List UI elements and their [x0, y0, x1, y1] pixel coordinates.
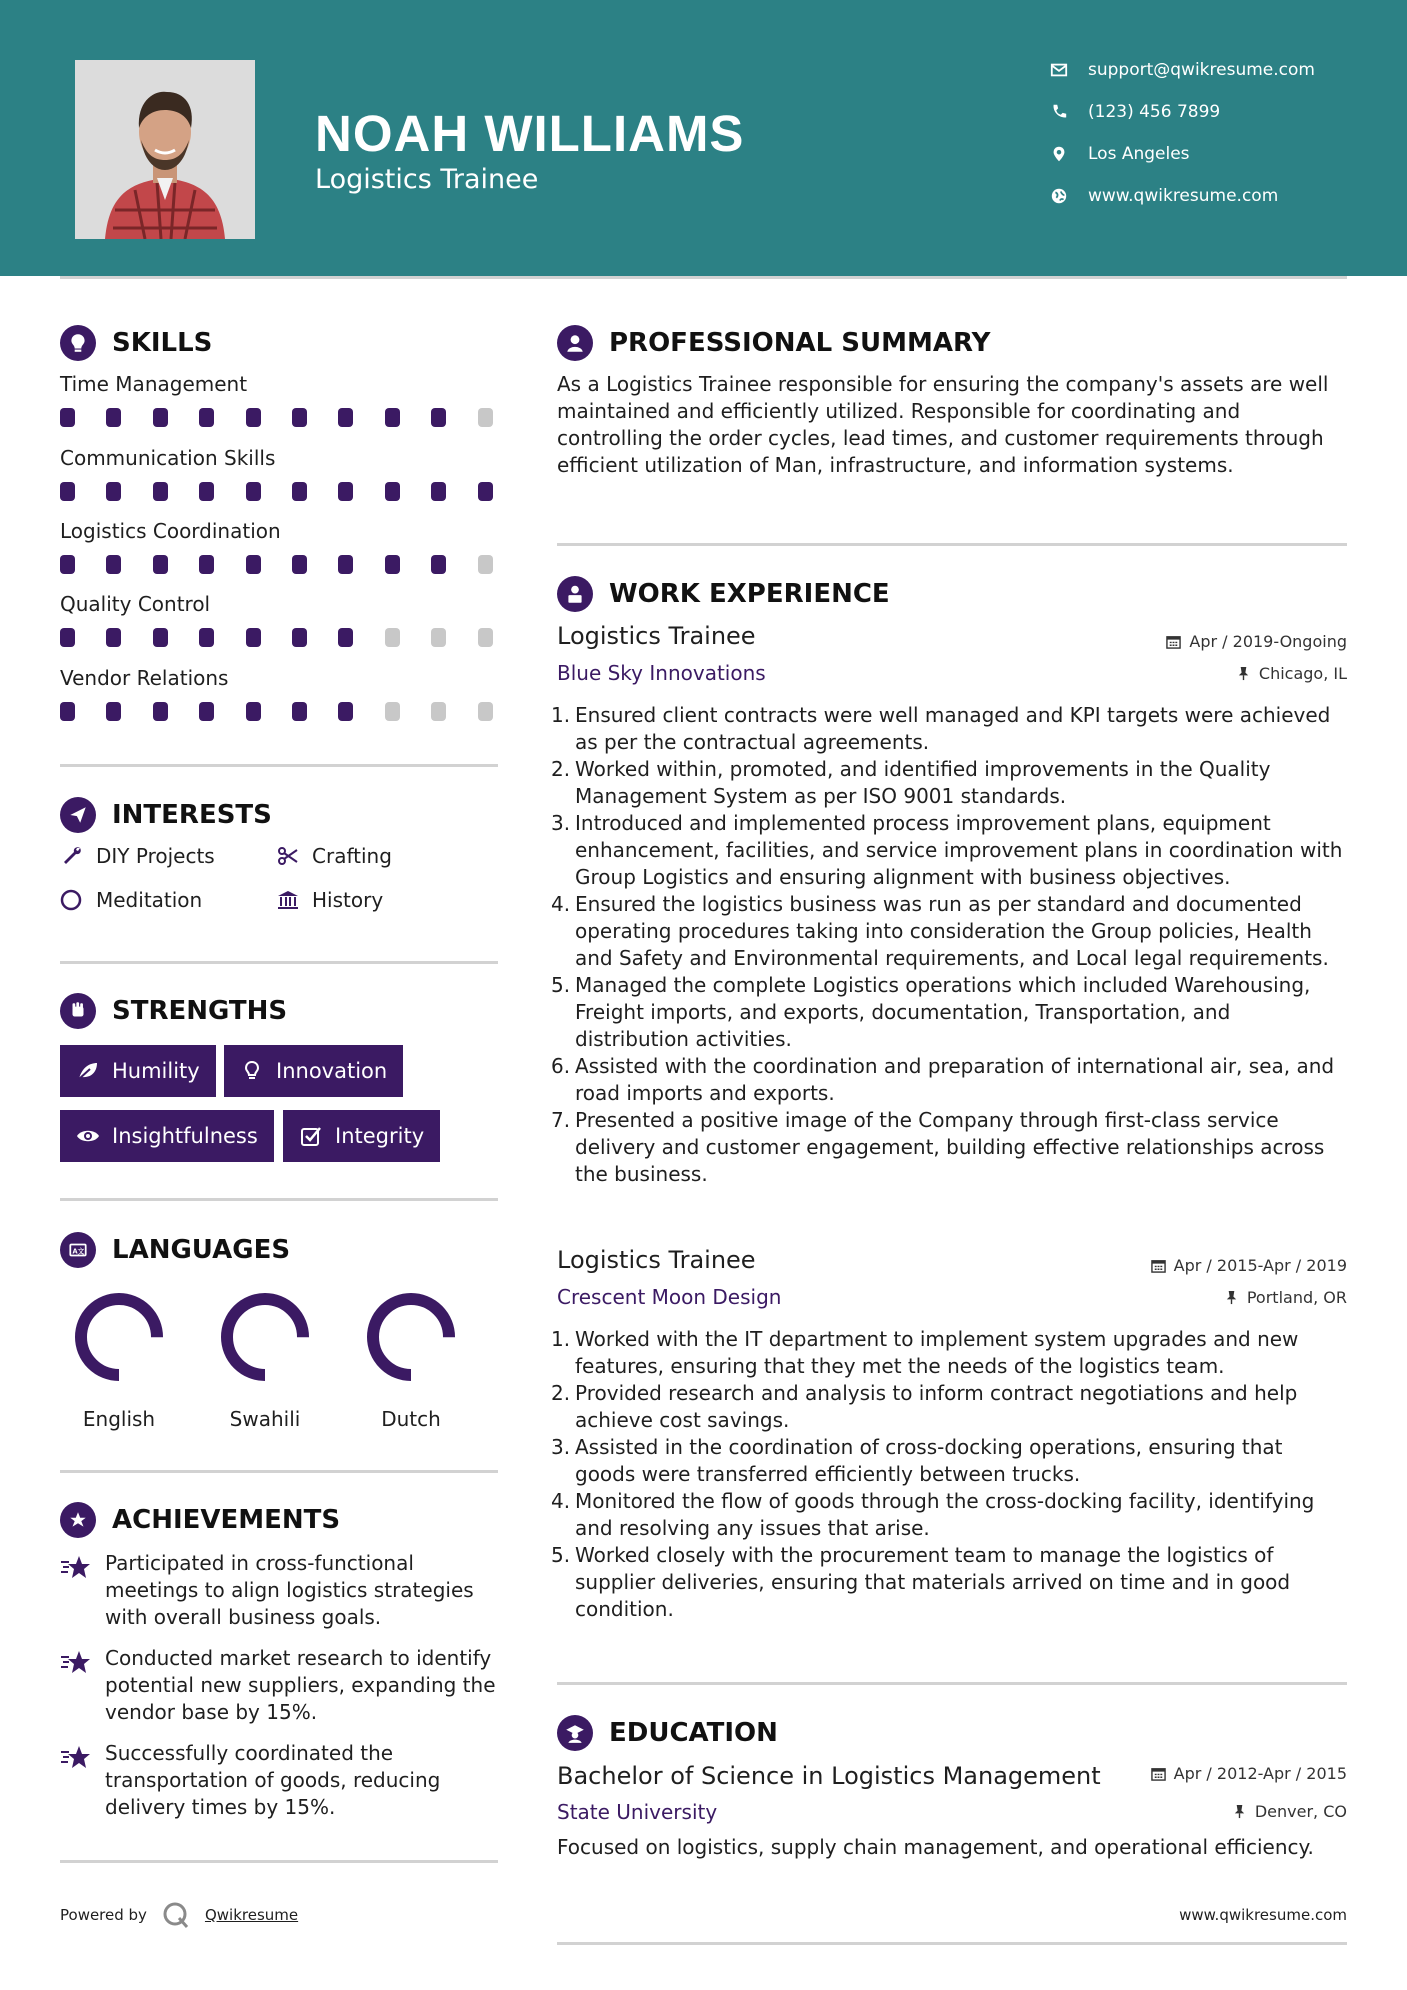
skill-dot-empty [431, 628, 446, 647]
bullet-number: 1. [551, 703, 571, 727]
scissors-icon [276, 844, 300, 868]
strength-label: Innovation [276, 1059, 388, 1083]
skills-heading [60, 325, 212, 361]
skill-dot-filled [60, 628, 75, 647]
bullet-text: Presented a positive image of the Company through first-class service delivery and customer engagement, building effective relationships across the business. [575, 1108, 1325, 1186]
contact-website[interactable] [1050, 186, 1278, 206]
job-bullet [551, 1434, 1347, 1488]
job-bullet [551, 702, 1347, 756]
skill-dot-empty [431, 702, 446, 721]
check-square-icon [299, 1124, 323, 1148]
job-bullet [551, 1488, 1347, 1542]
job-bullet [551, 1326, 1347, 1380]
job-location [1236, 664, 1347, 683]
contact-email[interactable] [1050, 60, 1315, 80]
bullet-number: 4. [551, 1489, 571, 1513]
skill-dot-empty [478, 555, 493, 574]
achievements-title: ACHIEVEMENTS [112, 1505, 341, 1535]
language-item [215, 1287, 315, 1431]
job-title: Logistics Trainee [557, 1246, 756, 1274]
job-location-text: Portland, OR [1246, 1288, 1347, 1307]
skill-dot-empty [478, 408, 493, 427]
job-bullets [551, 702, 1347, 1188]
skill-dot-filled [199, 628, 214, 647]
strength-badge [60, 1045, 216, 1097]
fist-icon [60, 993, 96, 1029]
briefcase-user-icon [557, 576, 593, 612]
skill-dot-empty [478, 702, 493, 721]
section-divider [557, 1682, 1347, 1685]
skill-dot-filled [106, 555, 121, 574]
bullet-text: Assisted in the coordination of cross-docking operations, ensuring that goods were transferred efficiently between trucks. [575, 1435, 1283, 1486]
achievement-text: Participated in cross-functional meetings to align logistics strategies with overall business goals. [105, 1551, 474, 1629]
job-title: Logistics Trainee [557, 622, 756, 650]
bullet-text: Worked within, promoted, and identified improvements in the Quality Management System as per ISO 9001 standards. [575, 757, 1271, 808]
education-school: State University [557, 1800, 718, 1824]
skill-dot-filled [338, 482, 353, 501]
job-location-text: Chicago, IL [1258, 664, 1347, 683]
skill-dot-filled [60, 555, 75, 574]
bullet-text: Ensured client contracts were well managed and KPI targets were achieved as per the contractual agreements. [575, 703, 1331, 754]
skills-title: SKILLS [112, 328, 213, 358]
skill-dot-filled [292, 702, 307, 721]
bullet-number: 5. [551, 973, 571, 997]
skill-dot-filled [153, 482, 168, 501]
job-dates-text: Apr / 2015-Apr / 2019 [1173, 1256, 1347, 1275]
pushpin-icon [1224, 1290, 1239, 1305]
calendar-icon [1151, 1766, 1166, 1781]
achievement-item [60, 1645, 500, 1726]
skill-dot-filled [106, 408, 121, 427]
powered-by-label: Powered by [60, 1906, 147, 1924]
job-dates-text: Apr / 2019-Ongoing [1189, 632, 1347, 651]
circle-icon [60, 888, 84, 912]
skill-dot-filled [431, 408, 446, 427]
skill-dot-filled [338, 628, 353, 647]
lightbulb-icon [240, 1059, 264, 1083]
summary-title: PROFESSIONAL SUMMARY [609, 328, 991, 358]
languages-title: LANGUAGES [112, 1235, 291, 1265]
job-bullets [551, 1326, 1347, 1623]
languages-heading [60, 1232, 290, 1268]
strengths-heading [60, 993, 287, 1029]
qwikresume-link[interactable]: Qwikresume [204, 1906, 299, 1924]
skill-dot-filled [431, 555, 446, 574]
achievement-text: Successfully coordinated the transportation of goods, reducing delivery times by 15%. [105, 1741, 441, 1819]
bullet-text: Managed the complete Logistics operations which included Warehousing, Freight imports, and exports, documentation, Transportation, and distribution activities. [575, 973, 1311, 1051]
bullet-number: 2. [551, 1381, 571, 1405]
job-dates [1151, 1256, 1347, 1275]
experience-title: WORK EXPERIENCE [609, 579, 890, 609]
skill-dot-filled [338, 555, 353, 574]
resume-header [0, 0, 1407, 276]
section-divider [60, 1198, 498, 1201]
qwikresume-logo-icon [161, 1900, 191, 1930]
interest-item [60, 888, 202, 912]
job-bullet [551, 972, 1347, 1053]
language-gauge [361, 1287, 461, 1387]
skill-dot-filled [199, 408, 214, 427]
skill-dot-filled [153, 702, 168, 721]
education-location [1232, 1802, 1347, 1821]
contact-website-text: www.qwikresume.com [1088, 186, 1279, 206]
section-divider [60, 764, 498, 767]
summary-text: As a Logistics Trainee responsible for ensuring the company's assets are well maintained and efficiently utilized. Responsible for coordinating and controlling the order cycles, lead times, and customer requirements through efficient utilization of Man, infrastructure, and information systems. [557, 372, 1329, 477]
language-level-arc [373, 1299, 449, 1375]
language-icon [60, 1232, 96, 1268]
wrench-icon [60, 844, 84, 868]
pushpin-icon [1236, 666, 1251, 681]
skill-dot-filled [246, 555, 261, 574]
skill-dot-empty [385, 702, 400, 721]
education-degree: Bachelor of Science in Logistics Management [557, 1762, 1101, 1790]
bullet-text: Provided research and analysis to inform contract negotiations and help achieve cost savings. [575, 1381, 1298, 1432]
strength-label: Humility [112, 1059, 200, 1083]
bullet-number: 3. [551, 1435, 571, 1459]
skill-dot-filled [338, 702, 353, 721]
skill-dot-filled [478, 482, 493, 501]
profile-photo [75, 60, 255, 239]
language-name: Dutch [381, 1407, 441, 1431]
skill-dot-filled [385, 408, 400, 427]
strength-badge [224, 1045, 403, 1097]
bullet-number: 3. [551, 811, 571, 835]
section-divider [60, 1470, 498, 1473]
bullet-text: Introduced and implemented process improvement plans, equipment enhancement, facilities, and service improvement plans in coordination with Group Logistics and ensuring alignment with business objectives. [575, 811, 1343, 889]
job-dates [1166, 632, 1347, 651]
skill-name: Communication Skills [60, 446, 276, 470]
pushpin-icon [1232, 1804, 1247, 1819]
job-bullet [551, 1053, 1347, 1107]
skill-dot-filled [106, 702, 121, 721]
skill-dot-filled [199, 702, 214, 721]
job-bullet [551, 891, 1347, 972]
graduate-icon [557, 1715, 593, 1751]
calendar-icon [1151, 1258, 1166, 1273]
skill-name: Vendor Relations [60, 666, 229, 690]
header-divider [60, 276, 1347, 279]
strength-badge [60, 1110, 274, 1162]
skill-dot-filled [385, 482, 400, 501]
strength-badge [283, 1110, 440, 1162]
skill-dot-filled [431, 482, 446, 501]
star-icon [60, 1552, 92, 1584]
bullet-number: 1. [551, 1327, 571, 1351]
eye-icon [76, 1124, 100, 1148]
bullet-text: Monitored the flow of goods through the cross-docking facility, identifying and resolving any issues that arise. [575, 1489, 1315, 1540]
skill-dot-filled [292, 555, 307, 574]
calendar-icon [1166, 634, 1181, 649]
skill-dot-filled [338, 408, 353, 427]
paper-plane-icon [60, 797, 96, 833]
strengths-title: STRENGTHS [112, 996, 288, 1026]
bullet-text: Worked with the IT department to implement system upgrades and new features, ensuring that they met the needs of the logistics team. [575, 1327, 1299, 1378]
globe-icon [1050, 187, 1068, 205]
bullet-text: Worked closely with the procurement team to manage the logistics of supplier deliveries, ensuring that materials arrived on time and in good condition. [575, 1543, 1291, 1621]
job-bullet [551, 1380, 1347, 1434]
skill-name: Time Management [60, 372, 248, 396]
skill-dot-filled [153, 628, 168, 647]
strength-label: Integrity [335, 1124, 425, 1148]
language-name: English [82, 1407, 156, 1431]
achievement-item [60, 1550, 500, 1631]
star-icon [60, 1742, 92, 1774]
skill-dot-filled [385, 555, 400, 574]
education-dates [1151, 1764, 1347, 1783]
contact-phone-text: (123) 456 7899 [1088, 102, 1221, 122]
skill-dot-filled [246, 408, 261, 427]
interest-label: DIY Projects [96, 844, 215, 868]
language-gauge [215, 1287, 315, 1387]
phone-icon [1050, 103, 1068, 121]
skill-dot-filled [60, 408, 75, 427]
skill-dot-filled [246, 702, 261, 721]
skill-dot-filled [246, 482, 261, 501]
skill-rating [60, 628, 500, 648]
language-item [69, 1287, 169, 1431]
svg-text:A文: A文 [72, 1247, 85, 1256]
education-description: Focused on logistics, supply chain management, and operational efficiency. [557, 1835, 1314, 1859]
leaf-icon [76, 1059, 100, 1083]
job-bullet [551, 756, 1347, 810]
skill-dot-filled [199, 482, 214, 501]
achievement-text: Conducted market research to identify potential new suppliers, expanding the vendor base by 15%. [105, 1646, 496, 1724]
star-badge-icon [60, 1502, 96, 1538]
candidate-name: NOAH WILLIAMS [315, 105, 745, 162]
contact-phone[interactable] [1050, 102, 1220, 122]
contact-location-text: Los Angeles [1088, 144, 1190, 164]
bullet-number: 2. [551, 757, 571, 781]
summary-heading [557, 325, 990, 361]
skill-dot-filled [246, 628, 261, 647]
interest-item [276, 844, 392, 868]
interest-label: Crafting [312, 844, 392, 868]
language-item [361, 1287, 461, 1431]
user-icon [557, 325, 593, 361]
map-pin-icon [1050, 145, 1068, 163]
skill-dot-filled [60, 702, 75, 721]
powered-by [60, 1900, 298, 1930]
interest-label: History [312, 888, 384, 912]
skill-dot-filled [60, 482, 75, 501]
skill-name: Logistics Coordination [60, 519, 281, 543]
bullet-text: Ensured the logistics business was run as per standard and documented operating procedures taking into consideration the Group policies, Health and Safety and Environmental requirements, and Local legal requirements. [575, 892, 1329, 970]
bullet-number: 6. [551, 1054, 571, 1078]
section-divider [60, 961, 498, 964]
job-bullet [551, 810, 1347, 891]
job-location [1224, 1288, 1347, 1307]
bullet-number: 5. [551, 1543, 571, 1567]
language-level-arc [81, 1299, 157, 1375]
skill-rating [60, 702, 500, 722]
skill-dot-filled [292, 628, 307, 647]
education-dates-text: Apr / 2012-Apr / 2015 [1173, 1764, 1347, 1783]
language-level-arc [227, 1299, 303, 1375]
skill-dot-filled [106, 482, 121, 501]
candidate-role: Logistics Trainee [315, 164, 539, 195]
lightbulb-icon [60, 325, 96, 361]
envelope-icon [1050, 61, 1068, 79]
interests-title: INTERESTS [112, 800, 272, 830]
skill-dot-filled [292, 482, 307, 501]
language-gauge [69, 1287, 169, 1387]
job-bullet [551, 1542, 1347, 1623]
achievement-item [60, 1740, 500, 1821]
bank-icon [276, 888, 300, 912]
skill-rating [60, 555, 500, 575]
skill-dot-empty [385, 628, 400, 647]
interest-label: Meditation [96, 888, 203, 912]
contact-email-text: support@qwikresume.com [1088, 60, 1315, 80]
bullet-number: 4. [551, 892, 571, 916]
job-bullet [551, 1107, 1347, 1188]
footer-divider [557, 1942, 1347, 1945]
interest-item [60, 844, 215, 868]
skill-rating [60, 408, 500, 428]
section-divider [60, 1860, 498, 1863]
skill-dot-filled [106, 628, 121, 647]
contact-location [1050, 144, 1190, 164]
interest-item [276, 888, 383, 912]
skill-rating [60, 482, 500, 502]
experience-heading [557, 576, 890, 612]
education-location-text: Denver, CO [1254, 1802, 1347, 1821]
interests-heading [60, 797, 272, 833]
star-icon [60, 1647, 92, 1679]
language-name: Swahili [229, 1407, 301, 1431]
achievements-heading [60, 1502, 340, 1538]
section-divider [557, 543, 1347, 546]
skill-dot-filled [153, 555, 168, 574]
footer-website[interactable]: www.qwikresume.com [1179, 1906, 1347, 1924]
education-title: EDUCATION [609, 1718, 778, 1748]
job-company: Crescent Moon Design [557, 1285, 782, 1309]
skill-name: Quality Control [60, 592, 211, 616]
education-heading [557, 1715, 778, 1751]
skill-dot-filled [199, 555, 214, 574]
skill-dot-filled [153, 408, 168, 427]
skill-dot-filled [292, 408, 307, 427]
skill-dot-empty [478, 628, 493, 647]
job-company: Blue Sky Innovations [557, 661, 766, 685]
bullet-text: Assisted with the coordination and preparation of international air, sea, and road imports and exports. [575, 1054, 1335, 1105]
strength-label: Insightfulness [112, 1124, 258, 1148]
bullet-number: 7. [551, 1108, 571, 1132]
